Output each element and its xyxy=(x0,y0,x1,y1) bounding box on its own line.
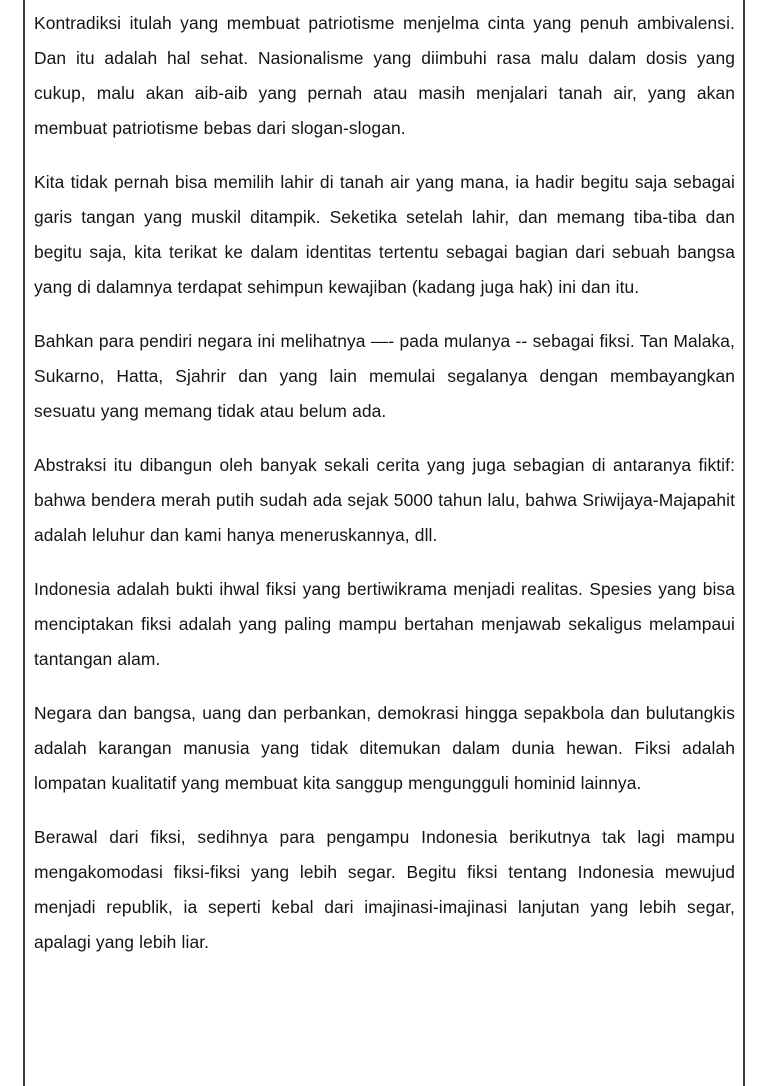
paragraph-7: Berawal dari fiksi, sedihnya para pengampu Indonesia berikutnya tak lagi mampu mengakomodasi fiksi-fiksi yang lebih segar. Begitu fiksi tentang Indonesia mewujud menjadi republik, ia seperti kebal dari imajinasi-imajinasi lanjutan yang lebih segar, apalagi yang lebih liar. xyxy=(34,827,735,952)
paragraph-5: Indonesia adalah bukti ihwal fiksi yang bertiwikrama menjadi realitas. Spesies yang bisa menciptakan fiksi adalah yang paling mampu bertahan menjawab sekaligus melampaui tantangan alam. xyxy=(34,579,735,669)
text-column xyxy=(34,0,735,960)
paragraph-2: Kita tidak pernah bisa memilih lahir di tanah air yang mana, ia hadir begitu saja sebagai garis tangan yang muskil ditampik. Seketika setelah lahir, dan memang tiba-tiba dan begitu saja, kita terikat ke dalam identitas tertentu sebagai bagian dari sebuah bangsa yang di dalamnya terdapat sehimpun kewajiban (kadang juga hak) ini dan itu. xyxy=(34,172,735,297)
paragraph-1: Kontradiksi itulah yang membuat patriotisme menjelma cinta yang penuh ambivalensi. Dan itu adalah hal sehat. Nasionalisme yang diimbuhi rasa malu dalam dosis yang cukup, malu akan aib-aib yang pernah atau masih menjalari tanah air, yang akan membuat patriotisme bebas dari slogan-slogan. xyxy=(34,13,735,138)
left-margin-rule xyxy=(23,0,25,1086)
right-margin-rule xyxy=(743,0,745,1086)
paragraph-6: Negara dan bangsa, uang dan perbankan, demokrasi hingga sepakbola dan bulutangkis adalah karangan manusia yang tidak ditemukan dalam dunia hewan. Fiksi adalah lompatan kualitatif yang membuat kita sanggup mengungguli hominid lainnya. xyxy=(34,703,735,793)
paragraph-3: Bahkan para pendiri negara ini melihatnya —- pada mulanya -- sebagai fiksi. Tan Malaka, Sukarno, Hatta, Sjahrir dan yang lain memulai segalanya dengan membayangkan sesuatu yang memang tidak atau belum ada. xyxy=(34,331,735,421)
paragraph-4: Abstraksi itu dibangun oleh banyak sekali cerita yang juga sebagian di antaranya fiktif: bahwa bendera merah putih sudah ada sejak 5000 tahun lalu, bahwa Sriwijaya-Majapahit adalah leluhur dan kami hanya meneruskannya, dll. xyxy=(34,455,735,545)
